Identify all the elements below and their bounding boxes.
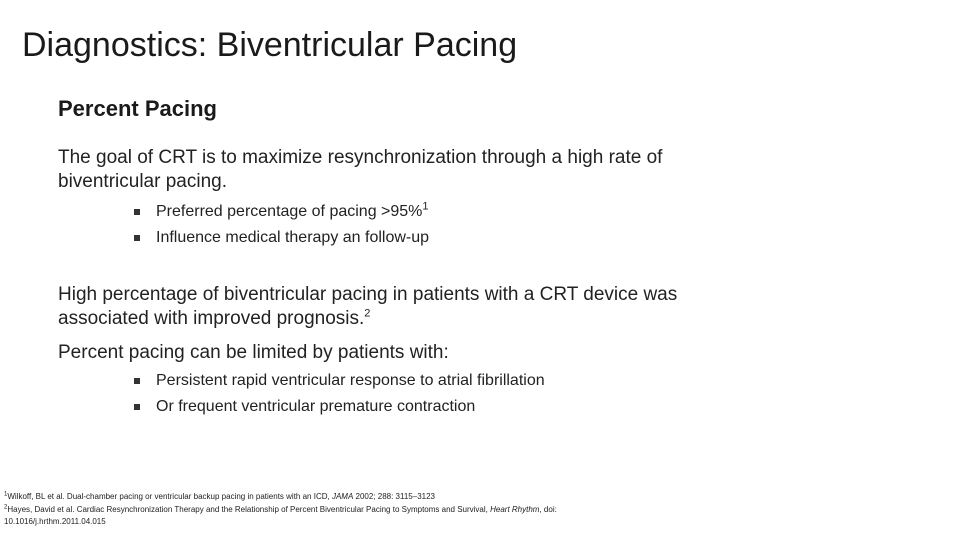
- bullet-text: Or frequent ventricular premature contraction: [156, 398, 476, 415]
- bullet-text: Preferred percentage of pacing >95%: [156, 203, 423, 220]
- bullet-text: Persistent rapid ventricular response to atrial fibrillation: [156, 372, 545, 389]
- references: [4, 491, 644, 529]
- reference-2: $^2$Hayes, David et al. Cardiac Resynchronization Therapy and the Relationship of Percent Biventricular Pacing to Symptoms and Survival, Heart Rhythm, doi:: [4, 503, 557, 514]
- footnote-marker: 1: [422, 200, 429, 213]
- square-bullet-icon: [134, 209, 140, 215]
- bullet-item-atrial-fibrillation: [130, 368, 545, 394]
- bullet-item-preferred-percentage: [130, 199, 429, 225]
- square-bullet-icon: [134, 404, 140, 410]
- footnote-marker: 2: [364, 307, 371, 320]
- prognosis-paragraph: [58, 283, 758, 331]
- goal-paragraph: The goal of CRT is to maximize resynchronization through a high rate of biventricular pacing.: [58, 147, 663, 192]
- prognosis-text: High percentage of biventricular pacing in patients with a CRT device was associated with improved prognosis.: [58, 284, 678, 329]
- bullet-item-medical-therapy: [130, 225, 429, 251]
- bullet-item-premature-contraction: [130, 394, 545, 420]
- limitation-paragraph: Percent pacing can be limited by patients with:: [58, 342, 449, 363]
- square-bullet-icon: [134, 235, 140, 241]
- slide-title: Diagnostics: Biventricular Pacing: [22, 26, 518, 64]
- limitation-bullet-list: [130, 368, 545, 420]
- reference-1: $^1$Wilkoff, BL et al. Dual-chamber pacing or ventricular backup pacing in patients with an ICD, JAMA 2002; 288: 3115–3123: [4, 491, 436, 501]
- square-bullet-icon: [134, 378, 140, 384]
- section-subheading: Percent Pacing: [58, 96, 217, 121]
- goal-bullet-list: [130, 199, 429, 251]
- bullet-text: Influence medical therapy an follow-up: [156, 229, 430, 246]
- reference-2-doi: 10.1016/j.hrthm.2011.04.015: [4, 517, 106, 526]
